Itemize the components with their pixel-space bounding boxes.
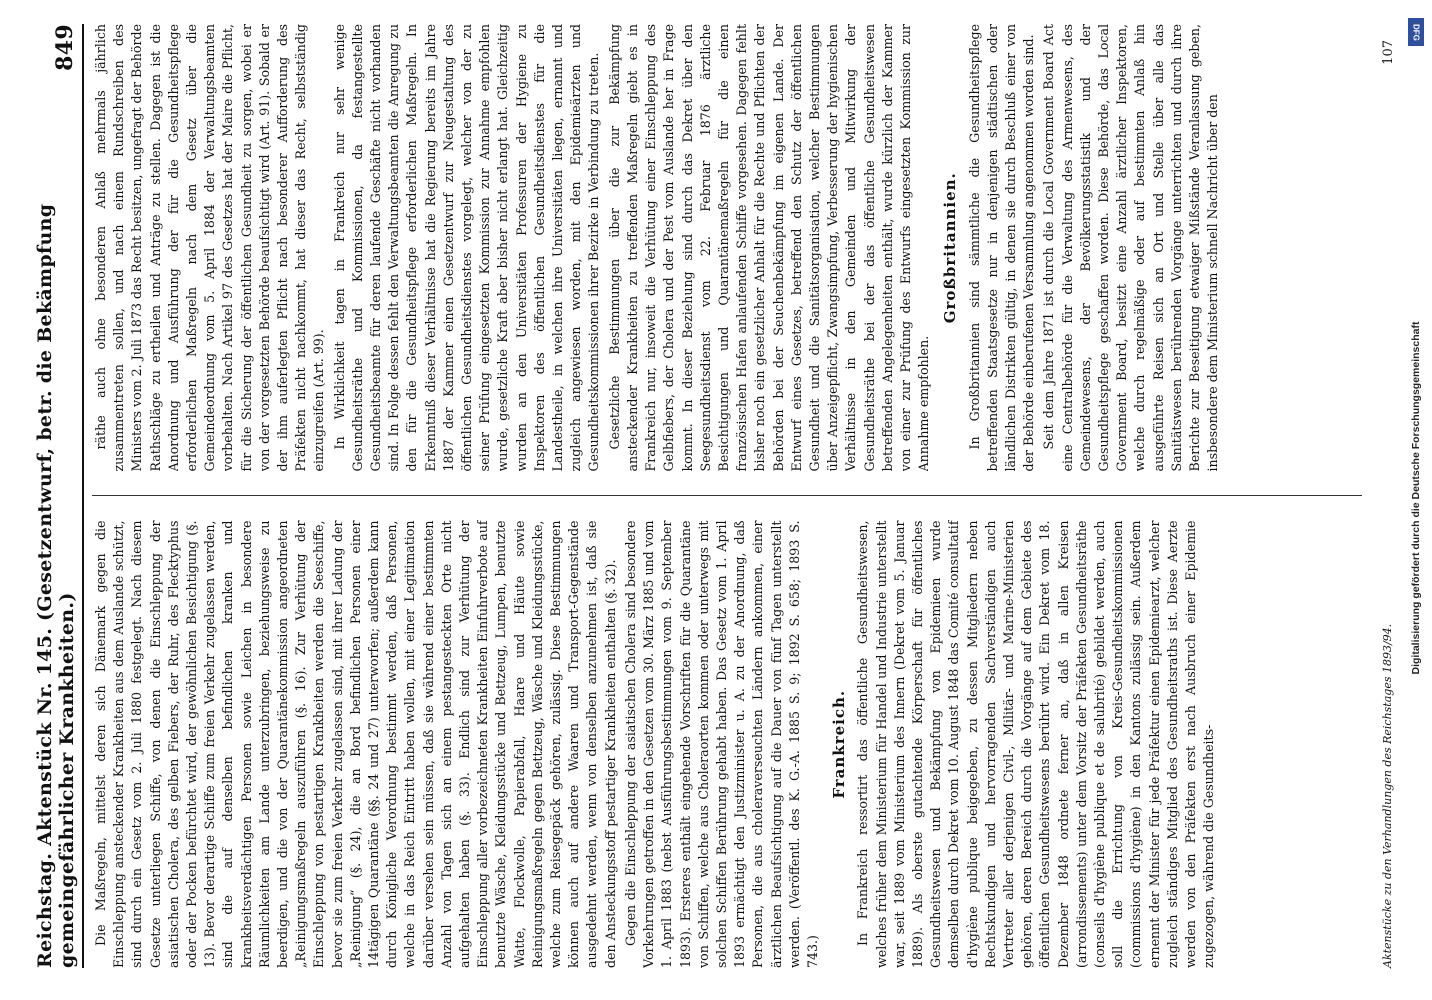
text-columns: [92, 24, 1362, 968]
column-left: [92, 521, 1362, 969]
running-head: [34, 24, 84, 968]
side-credit: [1402, 8, 1430, 988]
paragraph: Seit dem Jahre 1871 ist durch die Local Government Board Act eine Centralbehörde für die Verwaltung des Armenwesens, des Gemeindewesens, der Bevölkerungsstatistik und der Gesundheitspflege geschaffen worden. Diese Behörde, das Local Government Board, besitzt eine Anzahl ärztlicher Inspektoren, welche durch regelmäßige oder auf bestimmten Anlaß hin ausgeführte Reisen sich an Ort und Stelle über alle das Sanitätswesen berührenden Vorgänge unterrichten und durch ihre Berichte zur Beseitigung etwaiger Mißstände Veranlassung geben, insbesondere dem Ministerium schnell Nachricht über den: [1041, 24, 1221, 472]
paragraph: In Großbritannien sind sämmtliche die Gesundheitspflege betreffenden Staatsgesetze nur in denjenigen städtischen oder ländlichen Distrikten gültig, in denen sie durch Beschluß einer von der Behörde einberufenen Versammlung angenommen worden sind.: [966, 24, 1037, 472]
paragraph: räthe auch ohne besonderen Anlaß mehrmals jährlich zusammentreten sollen, und nach einem Rundschreiben des Ministers vom 2. Juli 1873 das Recht besitzen, ungefragt der Behörde Rathschläge zu ertheilen und Anträge zu stellen. Dagegen ist die Anordnung und Ausführung der für die Gesundheitspflege erforderlichen Maßregeln nach dem Gesetz über die Gemeindeordnung vom 5. April 1884 der Verwaltungsbeamten vorbehalten. Nach Artikel 97 des Gesetzes hat der Maire die Pflicht, für die Sicherung der öffentlichen Gesundheit zu sorgen, wobei er von der vorgesetzten Behörde beaufsichtigt wird (Art. 91). Sobald er der ihm auferlegten Pflicht nach besonderer Aufforderung des Präfekten nicht nachkommt, hat dieser das Recht, selbstständig einzugreifen (Art. 99).: [93, 24, 327, 472]
paragraph: In Wirklichkeit tagen in Frankreich nur sehr wenige Gesundheitsräthe und Kommissionen, da festangestellte Gesundheitsbeamte für deren laufende Geschäfte nicht vorhanden sind. In Folge dessen fehlt den Verwaltungsbeamten die Anregung zu den für die Gesundheitspflege erforderlichen Maßregeln. In Erkenntniß dieser Verhältnisse hat die Regierung bereits im Jahre 1887 der Kammer einen Gesetzentwurf zur Neugestaltung des öffentlichen Gesundheitsdienstes vorgelegt, welcher von der zu seiner Prüfung eingesetzten Kommission zur Annahme empfohlen wurde, gesetzliche Kraft aber bisher nicht erlangt hat. Gleichzeitig wurden an den Universitäten Professuren der Hygiene zu Inspektoren des öffentlichen Gesundheitsdienstes für die Landestheile, in welchen ihre Universitäten liegen, ernannt und zugleich angewiesen worden, mit den Epidemieärzten und Gesundheitskommissionen ihrer Bezirke in Verbindung zu treten.: [331, 24, 602, 472]
running-head-title: Reichstag. Aktenstück Nr. 145. (Gesetzentwurf, betr. die Bekämpfung gemeingefährlicher Krankheiten.): [34, 203, 78, 968]
footnote: Aktenstücke zu den Verhandlungen des Reichstages 1893/94.: [1381, 623, 1394, 968]
page-number: 849: [52, 24, 78, 71]
dfg-logo: DFG: [1408, 18, 1424, 46]
paragraph: In Frankreich ressortirt das öffentliche Gesundheitswesen, welches früher dem Ministerium für Handel und Industrie unterstellt war, seit 1889 vom Ministerium des Innern (Dekret vom 5. Januar 1889). Als oberste gutachtende Körperschaft für öffentliches Gesundheitswesen und Bekämpfung von Epidemieen wurde demselben durch Dekret vom 10. August 1848 das Comité consultatif d'hygiène publique beigegeben, zu dessen Mitgliedern neben Rechtskundigen und hervorragenden Sachverständigen auch Vertreter aller derjenigen Civil-, Militär- und Marine-Ministerien gehören, deren Bereich durch die Vorgänge auf dem Gebiete des öffentlichen Gesundheitswesens berührt wird. Ein Dekret vom 18. Dezember 1848 ordnete ferner an, daß in allen Kreisen (arrondissements) unter dem Vorsitz der Präfekten Gesundheitsräthe (conseils d'hygiène publique et de salubrité) gebildet werden, auch soll die Errichtung von Kreis-Gesundheitskommissionen (commissions d'hygiène) in den Kantons zulässig sein. Außerdem ernennt der Minister für jede Präfektur einen Epidemiearzt, welcher zugleich ständiges Mitglied des Gesundheitsraths ist. Diese Aerzte werden von den Präfekten erst nach Ausbruch einer Epidemie zugezogen, während die Gesundheits-: [855, 520, 1217, 968]
digitization-credit: Digitalisierung gefördert durch die Deutsche Forschungsgemeinschaft: [1410, 321, 1422, 675]
column-right: [92, 24, 1362, 472]
section-heading-frankreich: Frankreich.: [830, 689, 849, 799]
rotated-document-sheet: [30, 14, 1402, 986]
column-divider: [92, 496, 1362, 497]
paragraph: Gegen die Einschleppung der asiatischen Cholera sind besondere Vorkehrungen getroffen in den Gesetzen vom 30. März 1885 und vom 1. April 1883 (nebst Ausführungsbestimmungen vom 9. September 1893). Ersteres enthält eingehende Vorschriften für die Quarantäne von Schiffen, welche aus Choleraorten kommen oder unterwegs mit solchen Schiffen Berührung gehabt haben. Das Gesetz vom 1. April 1893 ermächtigt den Justizminister u. A. zu der Anordnung, daß Personen, die aus choleraverseuchten Ländern ankommen, einer ärztlichen Beaufsichtigung auf die Dauer von fünf Tagen unterstellt werden. (Veröffentl. des K. G.-A. 1885 S. 9; 1892 S. 658; 1893 S. 743.): [622, 520, 820, 968]
section-heading-grossbritannien: Großbritannien.: [941, 172, 960, 324]
sheet-number: 107: [1381, 40, 1396, 65]
paragraph: Gesetzliche Bestimmungen über die zur Bekämpfung ansteckender Krankheiten zu treffenden Maßregeln giebt es in Frankreich nur, insoweit die Verhütung einer Einschleppung des Gelbfiebers, der Cholera und der Pest vom Auslande her in Frage kommt. In dieser Beziehung sind durch das Dekret über den Seegesundheitsdienst vom 22. Februar 1876 ärztliche Besichtigungen und Quarantänemaßregeln für die einen französischen Hafen anlaufenden Schiffe vorgesehen. Dagegen fehlt bisher noch ein gesetzlicher Anhalt für die Rechte und Pflichten der Behörden bei der Seuchenbekämpfung im eigenen Lande. Der Entwurf eines Gesetzes, betreffend den Schutz der öffentlichen Gesundheit und die Sanitätsorganisation, welcher Bestimmungen über Anzeigepflicht, Zwangsimpfung, Verbesserung der hygienischen Verhältnisse in den Gemeinden und Mitwirkung der Gesundheitsräthe bei der das öffentliche Gesundheitswesen betreffenden Angelegenheiten enthält, wurde kürzlich der Kammer von einer zur Prüfung des Entwurfs eingesetzten Kommission zur Annahme empfohlen.: [606, 24, 932, 472]
paragraph: Die Maßregeln, mittelst deren sich Dänemark gegen die Einschleppung ansteckender Krankheiten aus dem Auslande schützt, sind durch ein Gesetz vom 2. Juli 1880 festgelegt. Nach diesem Gesetze unterliegen Schiffe, von denen die Einschleppung der asiatischen Cholera, des gelben Fiebers, der Ruhr, des Flecktyphus oder der Pocken befürchtet wird, der gewöhnlichen Besichtigung (§. 13). Bevor derartige Schiffe zum freien Verkehr zugelassen werden, sind die auf denselben befindlichen kranken und krankheitsverdächtigen Personen sowie Leichen in besondere Räumlichkeiten am Lande unterzubringen, beziehungsweise zu beerdigen, und die von der Quarantänekommission angeordneten „Reinigungsmaßregeln auszuführen (§. 16). Zur Verhütung der Einschleppung von pestartigen Krankheiten werden die Seeschiffe, bevor sie zum freien Verkehr zugelassen sind, mit ihrer Ladung der „Reinigung“ (§. 24), die an Bord befindlichen Personen einer 14tägigen Quarantäne (§§. 24 und 27) unterworfen; außerdem kann durch Königliche Verordnung bestimmt werden, daß Personen, welche in das Reich Eintritt haben wollen, mit einer Legitimation darüber versehen sein müssen, daß sie während einer bestimmten Anzahl von Tagen sich an einem pestangesteckten Orte nicht aufgehalten haben (§. 33). Endlich sind zur Verhütung der Einschleppung aller vorbezeichneten Krankheiten Einfuhrverbote auf benutzte Wäsche, Kleidungsstücke und Bettzeug, Lumpen, benutzte Watte, Flockwolle, Papierabfall, Haare und Häute sowie Reinigungsmaßregeln gegen Bettzeug, Wäsche und Kleidungsstücke, welche zum Reisegepäck gehören, zulässig. Diese Bestimmungen können auch auf andere Waaren und Transport-Gegenstände ausgedehnt werden, wenn von denselben anzunehmen ist, daß sie den Ansteckungsstoff pestartiger Krankheiten enthalten (§. 32).: [93, 520, 618, 968]
